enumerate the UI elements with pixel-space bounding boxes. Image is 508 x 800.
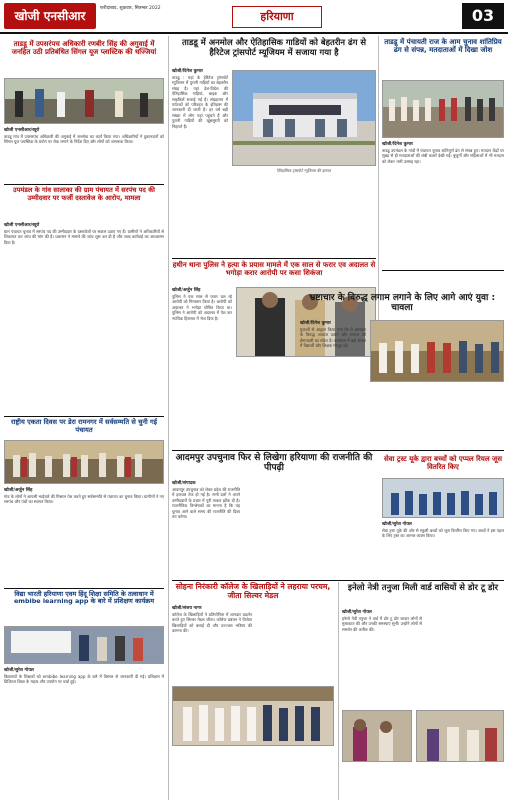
embibe-byline: खोजी/सुरेश गोयल (4, 668, 34, 673)
sohna-photo (172, 686, 334, 746)
upsarpanch-headline: ताडडू में उपसरंपच अधिकारी रणबीर सिंह की अगुवाई में जनहित उठी प्रतिबंधित सिंगल यूज प्लास्टिक की धज्जियां (11, 40, 157, 57)
corruption-headline: भ्रष्टाचार के विरुद्ध लगाम लगाने के लिए आगे आएं युवा : चावला (308, 293, 496, 314)
school-body: ग्राम पंचायत चुनाव में सरपंच पद की उम्मीदवार के दस्तावेजों पर सवाल उठाए गए हैं। ग्रामीणों ने अधिकारियों से शिकायत कर जांच की मांग की है। प्रशासन ने मामले की जांच शुरू कर दी है और जल्द कार्रवाई का आश्वासन दिया है। (4, 229, 164, 245)
upsarpanch-body: ताडडू गांव में उपसरपंच अधिकारी की अगुवाई में जनसेवा का कार्य किया गया। अधिकारियों ने दुकानदारों को सिंगल यूज प्लास्टिक के प्रयोग पर रोक लगाने के निर्देश दिए और लोगों को जागरूक किया। (4, 134, 164, 145)
tadau-top-headline: ताडडू में अनमोल और ऐतिहासिक गाडियों को बेहतरीन ढंग से हैरिटेज ट्रांसपोर्ट म्यूजियम में सजाया गया है (181, 37, 366, 57)
police-body-2 (236, 360, 304, 392)
sohna-body: कॉलेज के खिलाड़ियों ने प्रतियोगिता में शानदार प्रदर्शन करते हुए सिल्वर मेडल जीता। कॉलेज प्रबंधन ने विजेता खिलाड़ियों को बधाई दी और उज्ज्वल भविष्य की कामना की। (172, 612, 252, 634)
tanuja-photo-2 (416, 710, 504, 762)
embibe-body: विद्यालयों के शिक्षकों को embibe learning app के बारे में विस्तार से जानकारी दी गई। प्रशिक्षण में डिजिटल शिक्षा के महत्व और उपयोग पर चर्चा हुई। (4, 674, 164, 685)
corruption-photo (370, 320, 504, 382)
tanuja-photo-1 (342, 710, 412, 762)
panchayati-photo (382, 80, 504, 138)
adampur-body: आदमपुर उपचुनाव को लेकर प्रदेश की राजनीति में हलचल तेज हो गई है। सभी दलों ने अपने उम्मीदवारों के प्रचार में पूरी ताकत झोंक दी है। राजनीतिक विश्लेषकों का मानना है कि यह चुनाव आने वाले समय की राजनीति की दिशा तय करेगा। (172, 487, 240, 520)
seva-trust-photo (382, 478, 504, 518)
sohna-headline: सोहना निरंकारी कॉलेज के खिलाड़ियों ने लहराया परचम, जीता सिल्वर मेडल (175, 582, 331, 600)
corruption-byline: खोजी/दिनेश कुमार (300, 321, 331, 326)
panchayati-byline: खोजी/दिनेश कुमार (382, 142, 413, 147)
newspaper-logo: खोजी एनसीआर (4, 3, 96, 29)
masthead (0, 0, 508, 34)
seva-trust-byline: खोजी/सुरेश गोयल (382, 522, 412, 527)
sohna-byline: खोजी/संजय नागर (172, 606, 202, 611)
tanuja-body-3 (342, 766, 504, 796)
embibe-photo (4, 626, 164, 664)
corruption-body-2 (370, 386, 434, 446)
panchayati-headline: ताडडू में पंचायती राज के आम चुनाव शांतिप्रिय ढंग से संपन्न, मतदाताओं में दिखा जोश (384, 38, 502, 55)
tadau-top-body-3 (306, 176, 376, 256)
tanuja-headline: इनेलो नेत्री तनुजा मिली वार्ड वासियों से डोर टू डोर (347, 582, 499, 592)
police-headline: हथीन थाना पुलिस ने हत्या के प्रयास मामले में एक साल से फरार एव अदालत से भगोड़ा करार आरोपी पर कसा शिकंजा (172, 261, 376, 278)
sports-day-byline: खोजी/अर्जुन सिंह (4, 488, 33, 493)
tanuja-body-2 (426, 616, 504, 706)
upsarpanch-photo (4, 78, 164, 124)
school-headline: उपमंडल के गांव सालाका की ग्राम पंचायत में सरपंच पद की उम्मीदवार पर फर्जी दस्तावेज के आरोप, मामला (13, 186, 155, 202)
page-number: 03 (462, 3, 504, 29)
section-title: हरियाणा (232, 6, 322, 28)
seva-trust-headline: सेवा ट्रस्ट यूके द्वारा बच्चों को एप्पल रियल जूस वितरित किए (384, 455, 502, 472)
sohna-body-3 (172, 750, 334, 796)
sports-day-photo (4, 440, 164, 484)
museum-photo (232, 70, 376, 166)
tadau-top-body-2 (232, 176, 302, 256)
embibe-headline: विद्या भारती हरियाणा एवम हिंदू शिक्षा समिति के तत्वाधान में embibe learning app के बारे में प्रशिक्षण कार्यक्रम (13, 590, 155, 606)
museum-photo-caption: ऐतिहासिक ट्रांसपोर्ट म्यूजियम की इमारत (276, 168, 332, 173)
sohna-body-2 (256, 612, 334, 682)
adampur-body-2 (244, 480, 310, 577)
sports-day-headline: राष्ट्रीय एकता दिवस पर डेरा रामनगर में सर्वसम्मति से चुनी गई पंचायत (11, 418, 157, 434)
school-byline: खोजी एनसीआर/ब्यूरो (4, 223, 40, 228)
dateline: फरीदाबाद, शुक्रवार, सितम्बर 2022 (100, 6, 161, 11)
panchayati-body: ताडडू उपमंडल के गांवों में पंचायत चुनाव शांतिपूर्ण ढंग से संपन्न हुए। मतदान केंद्रों पर सुबह से ही मतदाताओं की लंबी कतारें देखी गईं। बुजुर्गों और महिलाओं में भी मतदान को लेकर भारी उत्साह रहा। (382, 148, 504, 164)
tanuja-body: इनेलो नेत्री तनुजा ने वार्ड में डोर टू डोर जाकर लोगों से मुलाकात की और उनकी समस्याएं सुनीं। उन्होंने लोगों से समर्थन की अपील की। (342, 616, 422, 632)
tanuja-byline: खोजी/सुरेश गोयल (342, 610, 372, 615)
tadau-top-byline: खोजी/दिनेश कुमार (172, 69, 203, 74)
tadau-top-body: ताडडू : यहां के हेरिटेज ट्रांसपोर्ट म्यूजियम में पुरानी गाड़ियों का बेहतरीन संग्रह है। यहां देश-विदेश की ऐतिहासिक गाड़ियां, बाइक और साइकिलें सजाई गई हैं। संग्रहालय में पर्यटकों को परिवहन के इतिहास की जानकारी दी जाती है। हर वर्ष बड़ी संख्या में लोग यहां पहुंचते हैं और पुरानी गाड़ियों की खूबसूरती को निहारते हैं। (172, 75, 228, 129)
adampur-headline: आदमपुर उपचुनाव फिर से लिखेगा हरियाणा की राजनीति की पीपढ़ी (175, 453, 373, 474)
police-byline: खोजी/अर्जुन सिंह (172, 288, 201, 293)
corruption-body: युवाओं से आह्वान किया गया कि वे भ्रष्टाचार के विरुद्ध आवाज उठाएं और समाज को ईमानदारी का संदेश दें। कार्यक्रम में बड़ी संख्या में विद्यार्थी और शिक्षक मौजूद रहे। (300, 327, 366, 349)
police-body: पुलिस ने एक साल से फरार चल रहे आरोपी को गिरफ्तार किया है। आरोपी को अदालत ने भगोड़ा घोषित किया था। पुलिस ने आरोपी को अदालत में पेश कर न्यायिक हिरासत में भेज दिया है। (172, 294, 232, 321)
upsarpanch-byline: खोजी एनसीआर/ब्यूरो (4, 128, 40, 133)
adampur-byline: खोजी/संपादक (172, 481, 196, 486)
corruption-body-3 (440, 386, 504, 446)
adampur-body-3 (314, 480, 376, 577)
seva-trust-body: सेवा ट्रस्ट यूके की ओर से स्कूली बच्चों को जूस वितरित किए गए। बच्चों ने इस पहल के लिए ट्रस्ट का आभार व्यक्त किया। (382, 528, 504, 539)
sports-day-body: गांव के लोगों ने आपसी भाईचारे की मिसाल पेश करते हुए सर्वसम्मति से पंचायत का चुनाव किया। ग्रामीणों ने नए सरपंच और पंचों का स्वागत किया। (4, 494, 164, 505)
